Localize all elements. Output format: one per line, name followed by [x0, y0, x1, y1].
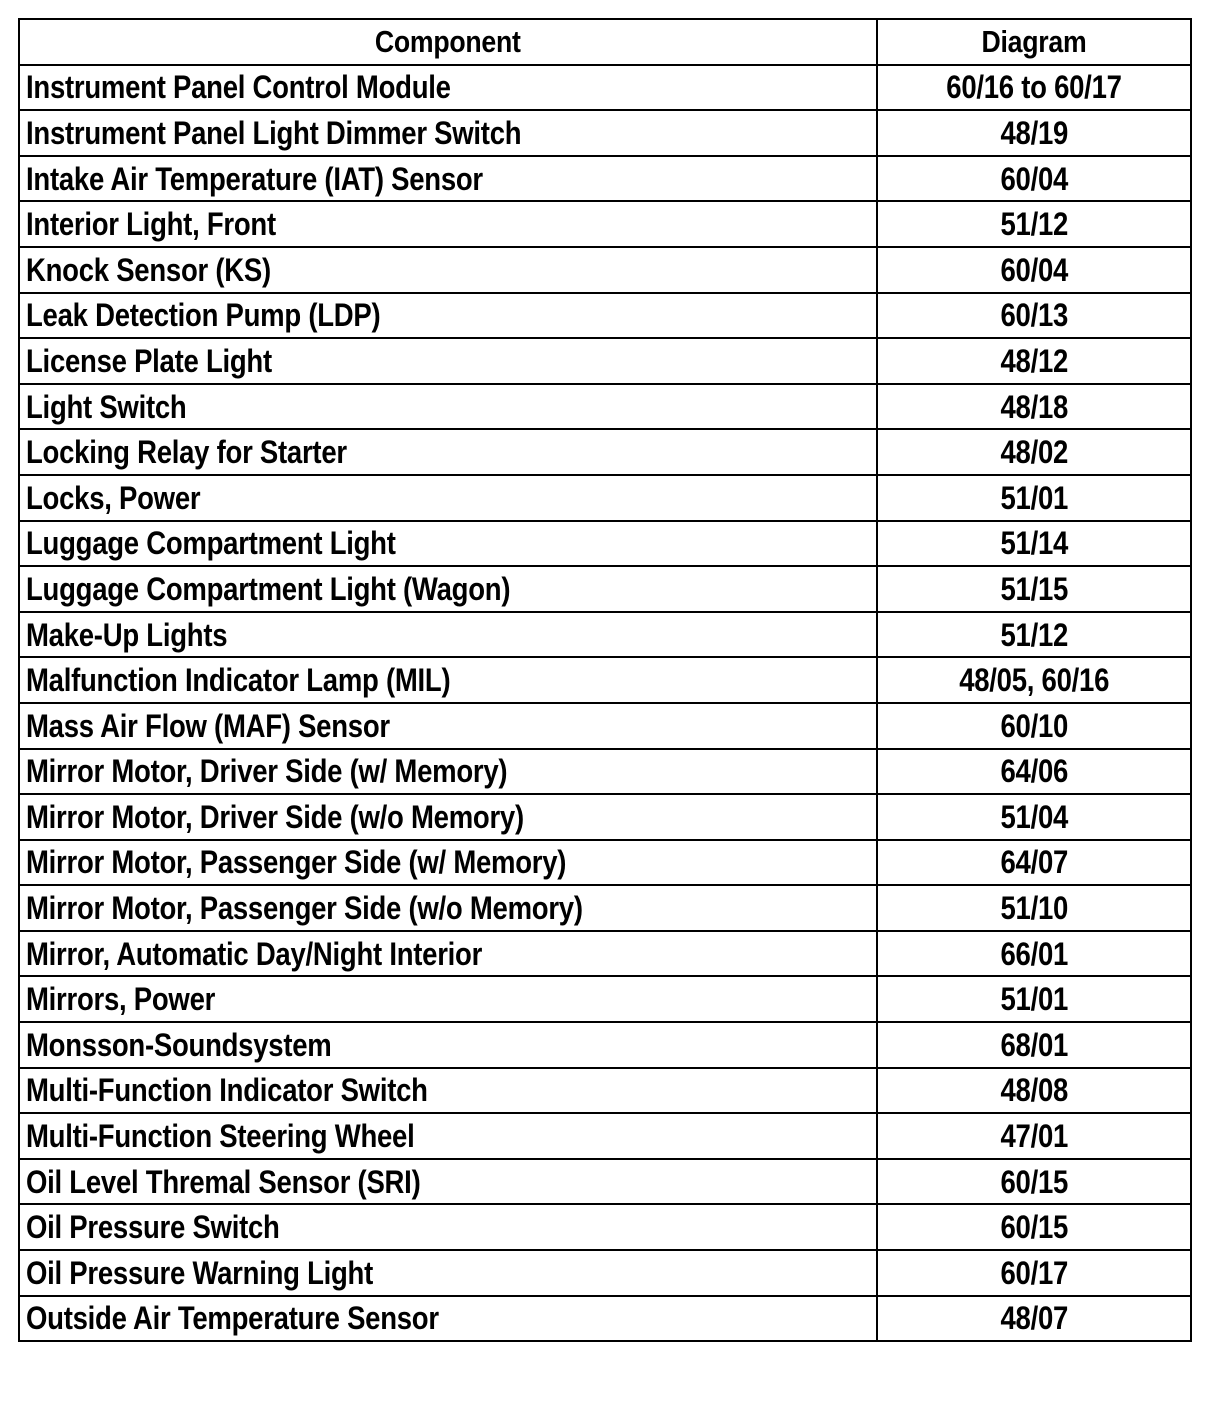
diagram-cell: [877, 976, 1191, 1022]
component-cell: [19, 1250, 877, 1296]
diagram-reference: 68/01: [1000, 1026, 1068, 1063]
diagram-reference: 48/02: [1000, 434, 1068, 471]
component-cell: [19, 110, 877, 156]
table-row: [19, 156, 1191, 202]
table-row: [19, 703, 1191, 749]
diagram-cell: [877, 293, 1191, 339]
table-row: [19, 1113, 1191, 1159]
diagram-cell: [877, 1159, 1191, 1205]
diagram-reference: 51/15: [1000, 570, 1068, 607]
component-name: Mirror Motor, Driver Side (w/ Memory): [26, 753, 508, 790]
diagram-cell: [877, 521, 1191, 567]
diagram-cell: [877, 1022, 1191, 1068]
diagram-cell: [877, 201, 1191, 247]
table-row: [19, 931, 1191, 977]
component-name: Mirror Motor, Passenger Side (w/ Memory): [26, 844, 567, 881]
component-cell: [19, 429, 877, 475]
component-name: Intake Air Temperature (IAT) Sensor: [26, 160, 483, 197]
diagram-cell: [877, 156, 1191, 202]
diagram-reference: 48/18: [1000, 388, 1068, 425]
diagram-cell: [877, 794, 1191, 840]
table-row: [19, 293, 1191, 339]
diagram-cell: [877, 566, 1191, 612]
component-cell: [19, 749, 877, 795]
component-name: Locks, Power: [26, 479, 201, 516]
component-cell: [19, 65, 877, 111]
header-row: [19, 19, 1191, 65]
diagram-header-label: Diagram: [981, 24, 1087, 60]
diagram-reference: 60/17: [1000, 1254, 1068, 1291]
component-cell: [19, 566, 877, 612]
diagram-cell: [877, 338, 1191, 384]
table-row: [19, 885, 1191, 931]
component-name: Knock Sensor (KS): [26, 251, 271, 288]
diagram-cell: [877, 110, 1191, 156]
component-name: Mirror Motor, Driver Side (w/o Memory): [26, 798, 524, 835]
diagram-cell: [877, 247, 1191, 293]
component-cell: [19, 1068, 877, 1114]
table-row: [19, 1159, 1191, 1205]
table-row: [19, 247, 1191, 293]
table-row: [19, 521, 1191, 567]
diagram-reference: 60/04: [1000, 160, 1068, 197]
diagram-reference: 51/12: [1000, 206, 1068, 243]
diagram-reference: 64/07: [1000, 844, 1068, 881]
diagram-reference: 48/05, 60/16: [959, 662, 1109, 699]
table-row: [19, 1022, 1191, 1068]
component-name: Mirrors, Power: [26, 981, 216, 1018]
component-cell: [19, 521, 877, 567]
diagram-reference: 48/19: [1000, 114, 1068, 151]
component-cell: [19, 1204, 877, 1250]
diagram-reference: 51/01: [1000, 479, 1068, 516]
table-row: [19, 429, 1191, 475]
diagram-cell: [877, 749, 1191, 795]
component-cell: [19, 703, 877, 749]
diagram-cell: [877, 65, 1191, 111]
diagram-cell: [877, 1113, 1191, 1159]
component-name: Luggage Compartment Light: [26, 525, 396, 562]
diagram-reference: 51/01: [1000, 981, 1068, 1018]
component-name: Mirror, Automatic Day/Night Interior: [26, 935, 483, 972]
diagram-cell: [877, 384, 1191, 430]
table-row: [19, 749, 1191, 795]
diagram-reference: 60/13: [1000, 297, 1068, 334]
diagram-column-header: [877, 19, 1191, 65]
diagram-cell: [877, 1068, 1191, 1114]
diagram-reference: 51/10: [1000, 890, 1068, 927]
component-cell: [19, 612, 877, 658]
diagram-cell: [877, 1204, 1191, 1250]
table-row: [19, 384, 1191, 430]
diagram-reference: 51/04: [1000, 798, 1068, 835]
table-row: [19, 338, 1191, 384]
component-name: Multi-Function Indicator Switch: [26, 1072, 428, 1109]
table-row: [19, 840, 1191, 886]
diagram-reference: 60/15: [1000, 1163, 1068, 1200]
component-cell: [19, 338, 877, 384]
diagram-reference: 60/10: [1000, 707, 1068, 744]
component-name: Mirror Motor, Passenger Side (w/o Memory): [26, 890, 583, 927]
diagram-reference: 66/01: [1000, 935, 1068, 972]
diagram-cell: [877, 931, 1191, 977]
component-cell: [19, 1022, 877, 1068]
diagram-cell: [877, 429, 1191, 475]
component-cell: [19, 201, 877, 247]
diagram-reference: 60/04: [1000, 251, 1068, 288]
component-name: Leak Detection Pump (LDP): [26, 297, 381, 334]
diagram-cell: [877, 1296, 1191, 1342]
component-name: Oil Level Thremal Sensor (SRI): [26, 1163, 421, 1200]
diagram-reference: 48/12: [1000, 342, 1068, 379]
diagram-reference: 60/16 to 60/17: [946, 69, 1122, 106]
diagram-cell: [877, 1250, 1191, 1296]
component-cell: [19, 976, 877, 1022]
table-row: [19, 65, 1191, 111]
diagram-cell: [877, 657, 1191, 703]
table-row: [19, 794, 1191, 840]
diagram-cell: [877, 885, 1191, 931]
table-row: [19, 1204, 1191, 1250]
diagram-reference: 51/14: [1000, 525, 1068, 562]
component-cell: [19, 1296, 877, 1342]
component-name: Mass Air Flow (MAF) Sensor: [26, 707, 390, 744]
component-header-label: Component: [375, 24, 521, 60]
component-name: Oil Pressure Warning Light: [26, 1254, 374, 1291]
component-cell: [19, 293, 877, 339]
diagram-reference: 48/07: [1000, 1300, 1068, 1337]
table-row: [19, 566, 1191, 612]
component-name: Multi-Function Steering Wheel: [26, 1118, 415, 1155]
diagram-cell: [877, 703, 1191, 749]
component-cell: [19, 840, 877, 886]
table-row: [19, 1296, 1191, 1342]
component-name: Instrument Panel Light Dimmer Switch: [26, 114, 522, 151]
component-name: Outside Air Temperature Sensor: [26, 1300, 439, 1337]
component-diagram-table: [18, 18, 1192, 1342]
component-cell: [19, 156, 877, 202]
diagram-reference: 51/12: [1000, 616, 1068, 653]
component-column-header: [19, 19, 877, 65]
component-cell: [19, 931, 877, 977]
table-row: [19, 1250, 1191, 1296]
component-name: Malfunction Indicator Lamp (MIL): [26, 662, 451, 699]
diagram-reference: 48/08: [1000, 1072, 1068, 1109]
table-row: [19, 475, 1191, 521]
component-name: Light Switch: [26, 388, 187, 425]
component-name: License Plate Light: [26, 342, 272, 379]
component-cell: [19, 1159, 877, 1205]
component-cell: [19, 384, 877, 430]
table-row: [19, 201, 1191, 247]
component-cell: [19, 475, 877, 521]
diagram-reference: 60/15: [1000, 1209, 1068, 1246]
table-row: [19, 110, 1191, 156]
component-name: Luggage Compartment Light (Wagon): [26, 570, 511, 607]
document-page: [18, 18, 1198, 1342]
table-row: [19, 657, 1191, 703]
table-row: [19, 976, 1191, 1022]
component-cell: [19, 794, 877, 840]
component-name: Locking Relay for Starter: [26, 434, 347, 471]
table-body: [19, 65, 1191, 1342]
component-name: Make-Up Lights: [26, 616, 228, 653]
component-name: Instrument Panel Control Module: [26, 69, 451, 106]
component-cell: [19, 247, 877, 293]
table-row: [19, 1068, 1191, 1114]
table-row: [19, 612, 1191, 658]
diagram-reference: 64/06: [1000, 753, 1068, 790]
component-cell: [19, 885, 877, 931]
component-name: Monsson-Soundsystem: [26, 1026, 332, 1063]
component-cell: [19, 657, 877, 703]
component-name: Oil Pressure Switch: [26, 1209, 280, 1246]
component-name: Interior Light, Front: [26, 206, 276, 243]
diagram-cell: [877, 612, 1191, 658]
diagram-cell: [877, 840, 1191, 886]
component-cell: [19, 1113, 877, 1159]
diagram-reference: 47/01: [1000, 1118, 1068, 1155]
diagram-cell: [877, 475, 1191, 521]
